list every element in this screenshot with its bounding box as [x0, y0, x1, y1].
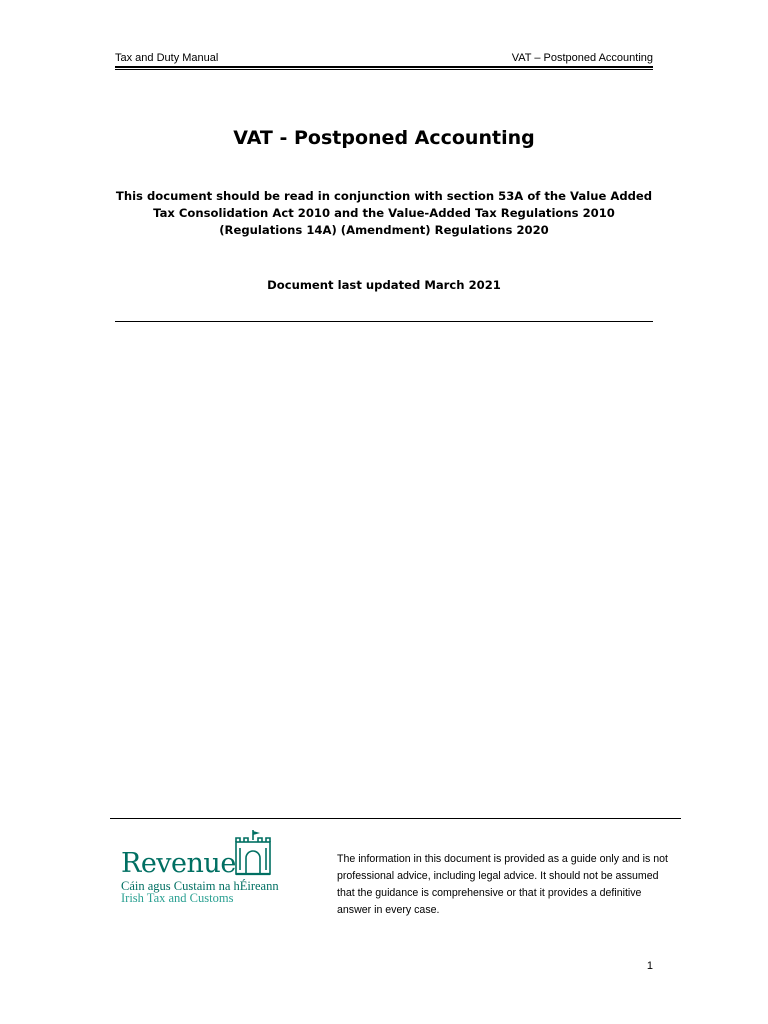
header-double-rule	[115, 66, 653, 70]
footer-divider	[110, 818, 681, 819]
disclaimer-text: The information in this document is provided as a guide only and is not professional advice, including legal advice. It should not be assumed that the guidance is comprehensive or that it provides a definitive answer in every case.	[337, 853, 668, 916]
document-intro: This document should be read in conjunction with section 53A of the Value Added Tax Consolidation Act 2010 and the Value-Added Tax Regulations 2010 (Regulations 14A) (Amendment) Regulations 2020	[115, 189, 653, 237]
header-document-name: VAT – Postponed Accounting	[511, 52, 653, 64]
title-divider	[115, 321, 653, 322]
revenue-logo	[118, 828, 288, 908]
header-manual-name: Tax and Duty Manual	[115, 52, 219, 64]
last-updated-note: Document last updated March 2021	[267, 278, 501, 292]
logo-irish-name: Cáin agus Custaim na hÉireann	[121, 879, 279, 893]
document-title: VAT - Postponed Accounting	[233, 127, 535, 149]
logo-english-name: Irish Tax and Customs	[121, 891, 234, 905]
running-header	[115, 51, 653, 65]
logo-wordmark: Revenue	[121, 848, 236, 879]
page-number: 1	[646, 960, 653, 972]
castle-gate-icon	[232, 828, 274, 878]
